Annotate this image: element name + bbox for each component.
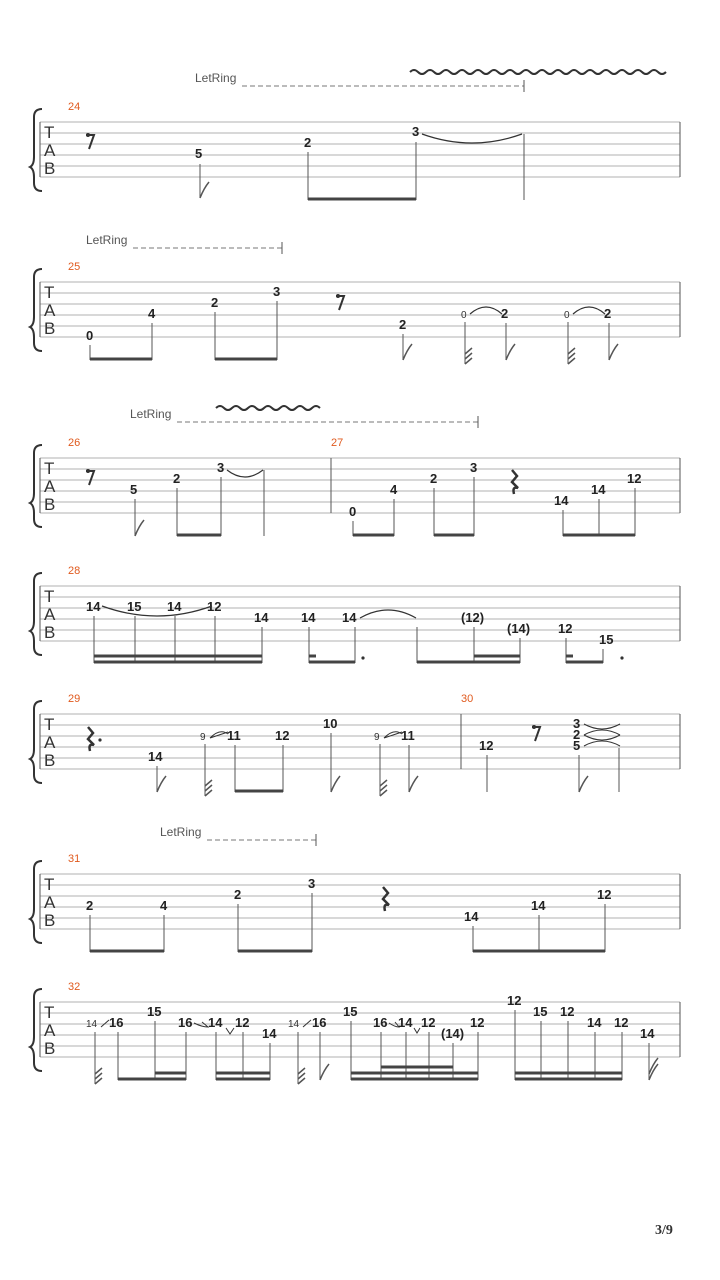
tab-letter-t: T (44, 459, 55, 478)
measure-number: 24 (68, 101, 81, 113)
fret-number: 12 (560, 1004, 575, 1019)
let-ring-label: LetRing (86, 233, 128, 247)
fret-number: 15 (147, 1004, 162, 1019)
let-ring-label: LetRing (195, 71, 237, 85)
fret-number: 15 (599, 632, 614, 647)
tab-letter-b: B (44, 911, 56, 930)
fret-number: 14 (640, 1026, 655, 1041)
fret-number: (12) (461, 610, 485, 625)
fret-number: 10 (323, 716, 338, 731)
fret-number: 11 (401, 728, 415, 743)
fret-number: 16 (373, 1015, 388, 1030)
fret-number: 14 (148, 749, 163, 764)
tie (227, 470, 263, 477)
fret-number: 14 (288, 1019, 300, 1030)
staff (30, 701, 680, 783)
tab-letter-t: T (44, 123, 55, 142)
slur (573, 307, 605, 314)
tab-letter-b: B (44, 159, 56, 178)
fret-number: 14 (531, 898, 546, 913)
fret-number: 2 (399, 317, 407, 332)
eighth-rest (336, 296, 344, 310)
tab-letter-a: A (44, 141, 56, 160)
measure-number: 30 (461, 693, 474, 705)
fret-number: 3 (412, 124, 420, 139)
fret-number: 12 (275, 728, 290, 743)
fret-number: 12 (479, 738, 494, 753)
let-ring-label: LetRing (130, 407, 172, 421)
quarter-rest (383, 887, 389, 911)
fret-number: 12 (614, 1015, 629, 1030)
tie (360, 610, 416, 618)
measure-number: 25 (68, 261, 81, 273)
fret-number: 12 (597, 887, 612, 902)
tab-letter-t: T (44, 587, 55, 606)
slide-mark (101, 1020, 109, 1027)
tab-letter-a: A (44, 477, 56, 496)
fret-number: 14 (86, 1019, 98, 1030)
staff (30, 269, 680, 351)
fret-number: 2 (430, 471, 438, 486)
fret-number: 14 (591, 482, 606, 497)
fret-number: 12 (470, 1015, 485, 1030)
staff (30, 109, 680, 191)
fret-number: 9 (374, 732, 380, 743)
tab-letter-a: A (44, 605, 56, 624)
fret-number: 15 (533, 1004, 548, 1019)
system-6 (30, 825, 680, 952)
fret-number: 2 (304, 135, 312, 150)
fret-number: 12 (207, 599, 222, 614)
system-3 (30, 406, 680, 536)
eighth-rest (86, 471, 94, 485)
tab-letter-a: A (44, 1021, 56, 1040)
quarter-rest (88, 727, 94, 751)
fret-number: 14 (398, 1015, 413, 1030)
fret-number: 11 (227, 728, 241, 743)
fret-number: 3 (273, 284, 281, 299)
slur (102, 606, 212, 616)
fret-number: 2 (173, 471, 181, 486)
fret-number: 14 (464, 909, 479, 924)
let-ring-label: LetRing (160, 825, 202, 839)
fret-number: 2 (86, 898, 94, 913)
fret-number: 4 (148, 306, 156, 321)
fret-number: 15 (343, 1004, 358, 1019)
fret-number: 3 (217, 460, 225, 475)
fret-number: 14 (86, 599, 101, 614)
fret-number: (14) (507, 621, 531, 636)
staff (30, 861, 680, 943)
fret-number: 2 (234, 887, 242, 902)
fret-number: 2 (211, 295, 219, 310)
fret-number: 14 (342, 610, 357, 625)
tie (422, 134, 522, 143)
tie (584, 724, 620, 746)
tab-letter-t: T (44, 875, 55, 894)
eighth-rest (532, 727, 540, 741)
measure-number: 29 (68, 693, 81, 705)
fret-number: 14 (262, 1026, 277, 1041)
system-7 (30, 981, 680, 1084)
fret-number: 14 (208, 1015, 223, 1030)
measure-number: 26 (68, 437, 81, 449)
slide-mark (194, 1022, 208, 1027)
fret-number: 14 (587, 1015, 602, 1030)
fret-number: 14 (301, 610, 316, 625)
slide-mark (210, 732, 228, 738)
fret-number: 2 (604, 306, 612, 321)
quarter-rest (512, 470, 518, 494)
tab-letter-a: A (44, 301, 56, 320)
fret-number: 14 (254, 610, 269, 625)
slur (226, 1028, 234, 1034)
vibrato-mark (410, 70, 666, 74)
slide-mark (303, 1020, 311, 1027)
fret-number: 14 (554, 493, 569, 508)
measure-number: 28 (68, 565, 81, 577)
tab-letter-a: A (44, 733, 56, 752)
fret-number: 2 (573, 727, 581, 742)
system-5 (30, 693, 680, 796)
fret-number: 16 (178, 1015, 193, 1030)
slur (414, 1028, 420, 1033)
fret-number: 4 (390, 482, 398, 497)
measure-number: 31 (68, 853, 81, 865)
tab-letter-b: B (44, 319, 56, 338)
fret-number: 4 (160, 898, 168, 913)
tab-letter-b: B (44, 495, 56, 514)
measure-number: 32 (68, 981, 81, 993)
fret-number: 0 (564, 310, 570, 321)
fret-number: 5 (130, 482, 138, 497)
system-2 (30, 233, 680, 364)
vibrato-mark (216, 406, 320, 410)
fret-number: 5 (573, 738, 581, 753)
fret-number: 16 (109, 1015, 124, 1030)
tab-letter-a: A (44, 893, 56, 912)
staff (30, 989, 680, 1071)
fret-number: 12 (235, 1015, 250, 1030)
slide-mark (384, 732, 402, 738)
fret-number: 9 (200, 732, 206, 743)
fret-number: 16 (312, 1015, 327, 1030)
measure-number: 27 (331, 437, 344, 449)
fret-number: 2 (501, 306, 509, 321)
fret-number: 12 (627, 471, 642, 486)
fret-number: 14 (167, 599, 182, 614)
fret-number: 3 (573, 716, 581, 731)
fret-number: 0 (349, 504, 357, 519)
fret-number: 0 (86, 328, 94, 343)
page-number: 3/9 (655, 1223, 673, 1238)
fret-number: (14) (441, 1026, 465, 1041)
fret-number: 12 (507, 993, 522, 1008)
fret-number: 3 (308, 876, 316, 891)
tab-letter-t: T (44, 283, 55, 302)
fret-number: 5 (195, 146, 203, 161)
tab-letter-b: B (44, 623, 56, 642)
system-4 (30, 565, 680, 663)
eighth-rest (86, 135, 94, 149)
fret-number: 0 (461, 310, 467, 321)
tab-letter-t: T (44, 715, 55, 734)
fret-number: 12 (558, 621, 573, 636)
tab-letter-b: B (44, 1039, 56, 1058)
fret-number: 3 (470, 460, 478, 475)
tab-letter-t: T (44, 1003, 55, 1022)
slur (470, 307, 502, 314)
fret-number: 15 (127, 599, 142, 614)
fret-number: 12 (421, 1015, 436, 1030)
tab-letter-b: B (44, 751, 56, 770)
system-1 (30, 70, 680, 200)
